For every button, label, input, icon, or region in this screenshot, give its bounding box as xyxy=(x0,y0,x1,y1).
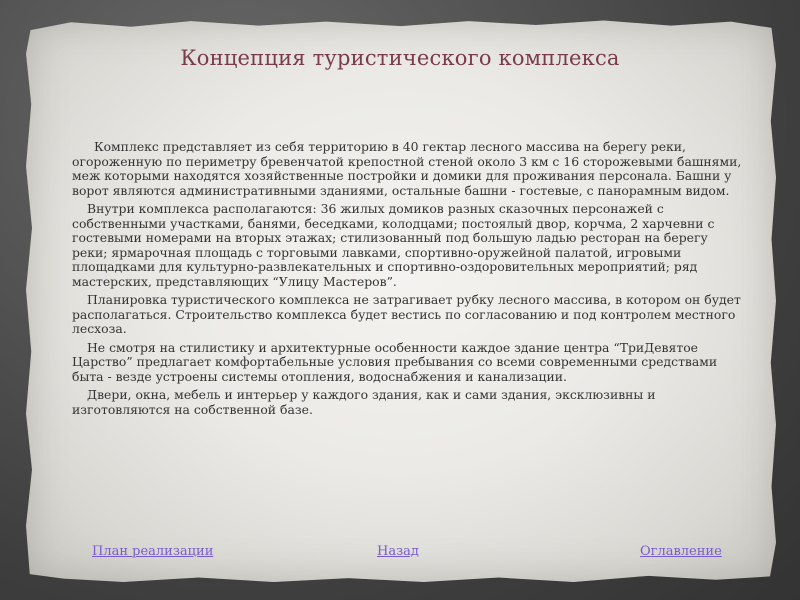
paragraph-comfort: Не смотря на стилистику и архитектурные особенности каждое здание центра “ТриДевятое Царство” предлагает комфортабельные условия пребывания со всеми современными средствами быта - везде устроены системы отопления, водоснабжения и канализации. xyxy=(72,339,718,384)
slide-title: Концепция туристического комплекса xyxy=(180,46,620,70)
slide-body xyxy=(72,140,744,421)
nav-link-plan[interactable]: План реализации xyxy=(92,544,214,559)
paragraph-planning: Планировка туристического комплекса не затрагивает рубку лесного массива, в котором он будет располагаться. Строительство комплекса будет вестись по согласованию и под контролем местного лесхоза. xyxy=(72,292,741,336)
paragraph-interior: Двери, окна, мебель и интерьер у каждого здания, как и сами здания, эксклюзивны и изготовляются на собственной базе. xyxy=(72,387,656,417)
paragraph-inside-complex: Внутри комплекса располагаются: 36 жилых домиков разных сказочных персонажей с собственными участками, банями, беседками, колодцами; постоялый двор, корчма, 2 харчевни с гостевыми номерами на вторых этажах; стилизованный под большую ладью ресторан на берегу реки; ярмарочная площадь с торговыми лавками, спортивно-оружейной палатой, игровыми площадками для культурно-развлекательных и спортивно-оздоровительных мероприятий; ряд мастерских, представляющих “Улицу Мастеров”. xyxy=(72,201,715,289)
paragraph-complex-overview: Комплекс представляет из себя территорию в 40 гектар лесного массива на берегу реки, огороженную по периметру бревенчатой крепостной стеной около 3 км с 16 сторожевыми башнями, меж которыми находятся хозяйственные постройки и домики для проживания персонала. Башни у ворот являются административными зданиями, остальные башни - гостевые, с панорамным видом. xyxy=(72,139,742,198)
nav-link-back[interactable]: Назад xyxy=(377,544,419,559)
nav-link-contents[interactable]: Оглавление xyxy=(640,544,722,559)
